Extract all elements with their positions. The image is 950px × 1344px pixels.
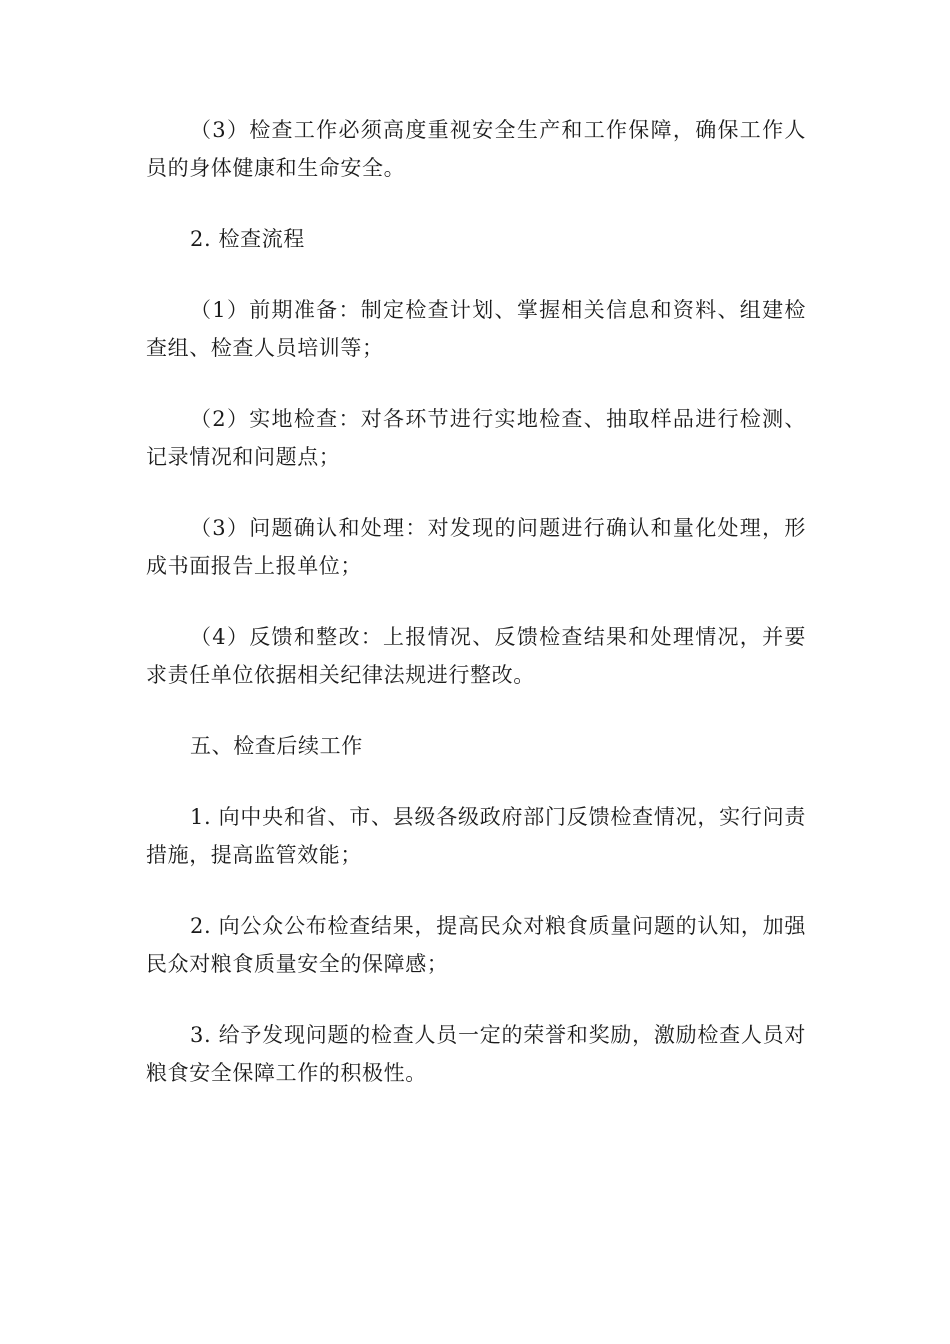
paragraph-feedback-rectification: （4）反馈和整改：上报情况、反馈检查结果和处理情况，并要求责任单位依据相关纪律法规进行整改。 [146, 625, 806, 687]
paragraph-government-feedback: 1. 向中央和省、市、县级各级政府部门反馈检查情况，实行问责措施，提高监管效能； [146, 805, 806, 867]
paragraph-problem-handling: （3）问题确认和处理：对发现的问题进行确认和量化处理，形成书面报告上报单位； [146, 516, 806, 578]
paragraph-rewards: 3. 给予发现问题的检查人员一定的荣誉和奖励，激励检查人员对粮食安全保障工作的积极性。 [146, 1023, 806, 1085]
paragraph-safety-requirement: （3）检查工作必须高度重视安全生产和工作保障，确保工作人员的身体健康和生命安全。 [146, 118, 806, 180]
section-heading-follow-up-work: 五、检查后续工作 [190, 734, 363, 758]
paragraph-preparation: （1）前期准备：制定检查计划、掌握相关信息和资料、组建检查组、检查人员培训等； [146, 298, 806, 360]
section-heading-inspection-process: 2. 检查流程 [190, 227, 305, 251]
paragraph-public-disclosure: 2. 向公众公布检查结果，提高民众对粮食质量问题的认知，加强民众对粮食质量安全的保障感； [146, 914, 806, 976]
document-body [146, 111, 806, 1125]
paragraph-field-inspection: （2）实地检查：对各环节进行实地检查、抽取样品进行检测、记录情况和问题点； [146, 407, 806, 469]
